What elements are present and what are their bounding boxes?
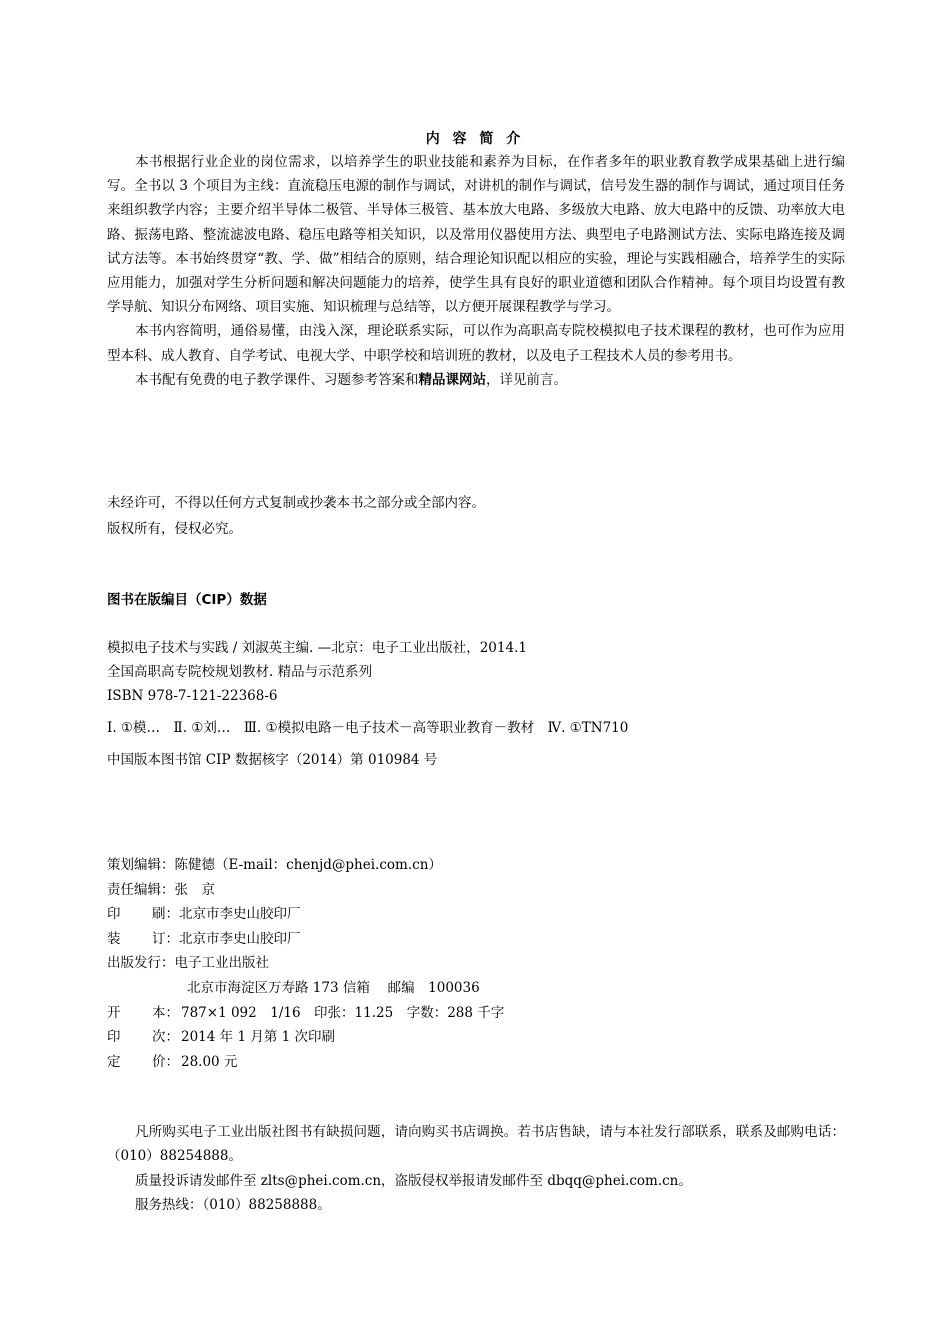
cip-line: 模拟电子技术与实践 / 刘淑英主编. —北京：电子工业出版社，2014.1 [107,640,527,656]
credit-value: 2014 年 1 月第 1 次印刷 [181,1029,335,1046]
credit-value: 北京市李史山胶印厂 [179,930,301,947]
credit-row [107,1001,504,1026]
publication-credits [107,853,504,1074]
credit-label: 开 本： [107,1004,179,1021]
intro-text: ，详见前言。 [486,371,567,388]
intro-paragraph [107,368,845,392]
credit-value: 787×1 092 1/16 印张：11.25 字数：288 千字 [181,1004,505,1021]
credit-label: 策划编辑： [107,857,175,873]
credit-value: 张 京 [174,881,215,898]
page-title: 内 容 简 介 [425,131,525,147]
credit-label: 印 刷： [107,906,179,923]
credit-row [107,902,504,927]
rights-line: 版权所有，侵权必究。 [107,521,242,537]
cip-record-number: 中国版本图书馆 CIP 数据核字（2014）第 010984 号 [107,752,438,768]
credit-row [107,853,504,878]
credit-label: 出版发行： [107,955,175,972]
credit-row [107,1025,504,1050]
credit-row [107,951,504,976]
book-introduction [107,150,845,392]
credit-label: 印 次： [107,1029,179,1046]
credit-row [107,927,504,952]
cip-line: ISBN 978-7-121-22368-6 [107,688,278,704]
intro-paragraph: 本书根据行业企业的岗位需求，以培养学生的职业技能和素养为目标，在作者多年的职业教育教学成果基础上进行编写。全书以 3 个项目为主线：直流稳压电源的制作与调试，对讲机的制作与调试，信号发生器的制作与调试，通过项目任务来组织教学内容；主要介绍半导体二极管、半导体三极管、基本放大电路、多级放大电路、放大电路中的反馈、功率放大电路、振荡电路、整流滤波电路、稳压电路等相关知识，以及常用仪器使用方法、典型电子电路测试方法、实际电路连接及调试方法等。本书始终贯穿“教、学、做”相结合的原则，结合理论知识配以相应的实验，理论与实践相融合，培养学生的实际应用能力，加强对学生分析问题和解决问题能力的培养，使学生具有良好的职业道德和团队合作精神。每个项目均设置有教学导航、知识分布网络、项目实施、知识梳理与总结等，以方便开展课程教学与学习。 [107,154,845,316]
credit-row [107,1050,504,1075]
notice-paragraph: 服务热线：（010）88258888。 [135,1197,331,1214]
notice-paragraph: 凡所购买电子工业出版社图书有缺损问题，请向购买书店调换。若书店售缺，请与本社发行部联系，联系及邮购电话：（010）88254888。 [107,1124,845,1165]
credit-value: 28.00 元 [181,1053,238,1070]
rights-notice [107,490,485,542]
cip-data [107,636,628,772]
credit-value: 陈健德（E-mail：chenjd@phei.com.cn） [174,857,442,873]
rights-line: 未经许可，不得以任何方式复制或抄袭本书之部分或全部内容。 [107,495,485,511]
service-notice [107,1120,845,1218]
credit-row [107,976,504,1001]
cip-classification: Ⅰ. ①模… Ⅱ. ①刘… Ⅲ. ①模拟电路－电子技术－高等职业教育－教材 Ⅳ. ①TN710 [107,720,629,736]
credit-label: 定 价： [107,1053,179,1070]
credit-value: 北京市李史山胶印厂 [179,906,301,923]
credit-label: 责任编辑： [107,881,175,898]
publisher-address: 北京市海淀区万寿路 173 信箱 邮编 100036 [187,979,480,996]
intro-paragraph: 本书内容简明，通俗易懂，由浅入深，理论联系实际，可以作为高职高专院校模拟电子技术课程的教材，也可作为应用型本科、成人教育、自学考试、电视大学、中职学校和培训班的教材，以及电子工程技术人员的参考用书。 [107,323,845,364]
credit-value: 电子工业出版社 [174,955,269,972]
cip-heading: 图书在版编目（CIP）数据 [107,592,267,608]
intro-text: 本书配有免费的电子教学课件、习题参考答案和 [135,371,419,388]
credit-label: 装 订： [107,930,179,947]
website-highlight: 精品课网站 [418,371,486,388]
notice-paragraph: 质量投诉请发邮件至 zlts@phei.com.cn，盗版侵权举报请发邮件至 dbqq@phei.com.cn。 [135,1172,692,1189]
cip-line: 全国高职高专院校规划教材. 精品与示范系列 [107,664,373,680]
credit-row [107,878,504,903]
